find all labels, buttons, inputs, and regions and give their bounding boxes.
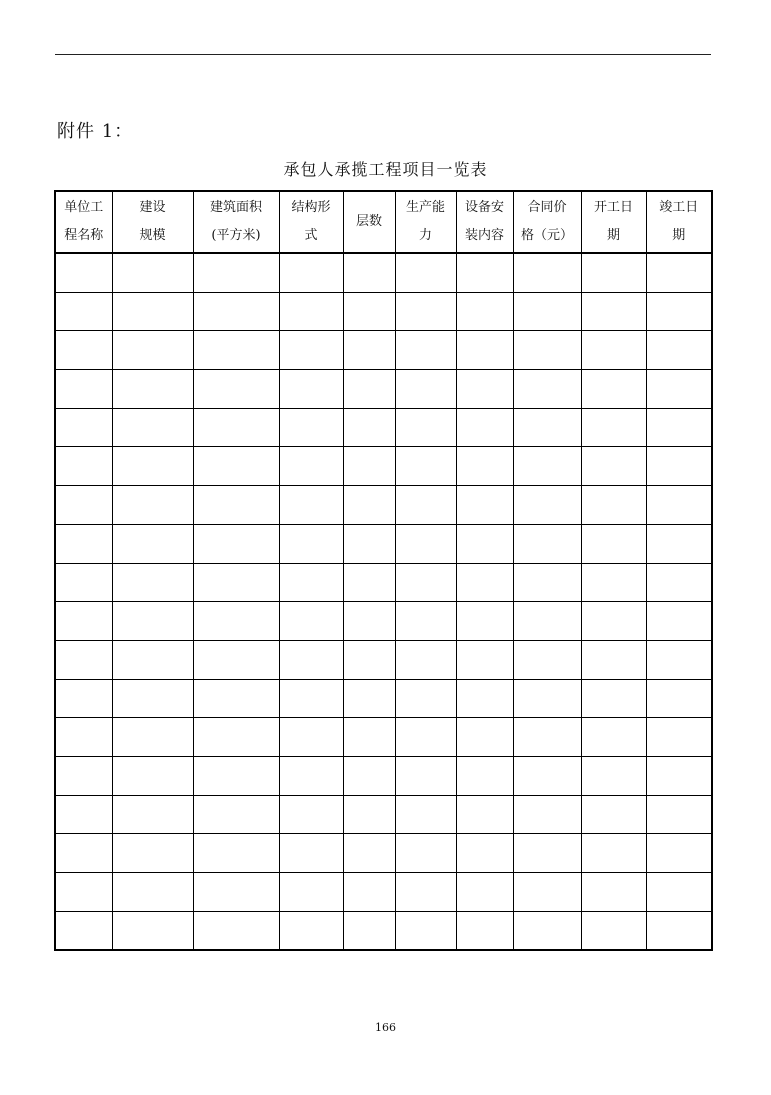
column-header-line: 格（元） [520,228,573,243]
table-row [55,795,712,834]
table-cell-construction-scale [112,873,193,912]
column-header-structure-form [279,191,343,253]
table-row [55,447,712,486]
table-cell-unit-name [55,834,112,873]
table-cell-building-area [193,718,279,757]
column-header-line: 程名称 [64,228,104,243]
column-header-line: 开工日 [593,200,633,215]
table-cell-production-capacity [395,563,456,602]
table-cell-start-date [581,911,646,950]
table-cell-start-date [581,795,646,834]
table-cell-start-date [581,873,646,912]
table-cell-building-area [193,602,279,641]
attachment-label: 附件 1： [57,121,134,142]
table-row [55,408,712,447]
table-cell-contract-price [513,292,581,331]
table-cell-completion-date [646,331,712,370]
table-cell-equipment-installation [456,640,513,679]
table-cell-construction-scale [112,408,193,447]
table-cell-contract-price [513,640,581,679]
table-cell-completion-date [646,602,712,641]
table-cell-structure-form [279,524,343,563]
table-cell-equipment-installation [456,253,513,292]
table-cell-completion-date [646,370,712,409]
project-table [54,190,713,951]
table-cell-floors [343,370,395,409]
table-cell-unit-name [55,408,112,447]
table-cell-completion-date [646,524,712,563]
table-cell-building-area [193,563,279,602]
table-cell-contract-price [513,911,581,950]
table-cell-production-capacity [395,679,456,718]
column-header-line: 规模 [139,228,166,243]
table-cell-contract-price [513,718,581,757]
table-cell-equipment-installation [456,873,513,912]
table-cell-start-date [581,408,646,447]
table-cell-start-date [581,447,646,486]
table-cell-contract-price [513,679,581,718]
table-cell-equipment-installation [456,486,513,525]
table-cell-contract-price [513,873,581,912]
table-cell-floors [343,873,395,912]
table-cell-start-date [581,756,646,795]
table-cell-structure-form [279,486,343,525]
table-cell-completion-date [646,718,712,757]
table-cell-construction-scale [112,370,193,409]
table-cell-building-area [193,331,279,370]
table-cell-start-date [581,331,646,370]
table-cell-start-date [581,253,646,292]
table-cell-completion-date [646,795,712,834]
column-header-line: 期 [606,228,620,243]
table-cell-unit-name [55,331,112,370]
column-header-construction-scale [112,191,193,253]
table-cell-completion-date [646,447,712,486]
table-cell-contract-price [513,602,581,641]
table-cell-equipment-installation [456,718,513,757]
table-cell-start-date [581,524,646,563]
page-number: 166 [375,1021,396,1034]
table-cell-structure-form [279,911,343,950]
table-cell-floors [343,253,395,292]
table-cell-production-capacity [395,253,456,292]
table-cell-contract-price [513,524,581,563]
table-cell-construction-scale [112,911,193,950]
table-row [55,292,712,331]
table-cell-building-area [193,370,279,409]
column-header-line: 生产能 [405,200,445,215]
table-cell-start-date [581,486,646,525]
table-cell-equipment-installation [456,563,513,602]
table-cell-building-area [193,679,279,718]
table-cell-equipment-installation [456,795,513,834]
table-cell-building-area [193,756,279,795]
table-cell-construction-scale [112,447,193,486]
table-cell-structure-form [279,563,343,602]
table-cell-completion-date [646,408,712,447]
table-cell-building-area [193,524,279,563]
table-cell-building-area [193,292,279,331]
table-cell-equipment-installation [456,447,513,486]
table-title: 承包人承揽工程项目一览表 [283,160,488,179]
table-cell-structure-form [279,679,343,718]
table-cell-structure-form [279,408,343,447]
table-cell-floors [343,834,395,873]
table-cell-unit-name [55,370,112,409]
table-cell-structure-form [279,834,343,873]
table-header-row [55,191,712,253]
table-cell-floors [343,911,395,950]
table-cell-floors [343,718,395,757]
table-cell-floors [343,486,395,525]
table-cell-start-date [581,640,646,679]
table-cell-structure-form [279,331,343,370]
table-cell-contract-price [513,563,581,602]
table-cell-equipment-installation [456,834,513,873]
table-cell-floors [343,795,395,834]
table-cell-construction-scale [112,486,193,525]
table-cell-completion-date [646,253,712,292]
table-body [55,253,712,950]
table-cell-structure-form [279,253,343,292]
table-cell-start-date [581,602,646,641]
table-row [55,679,712,718]
column-header-line: 设备安 [464,200,504,215]
table-cell-unit-name [55,292,112,331]
table-cell-completion-date [646,563,712,602]
table-row [55,331,712,370]
table-cell-production-capacity [395,718,456,757]
table-cell-production-capacity [395,331,456,370]
table-cell-building-area [193,486,279,525]
column-header-line: (平方米) [211,228,261,243]
column-header-line: 建设 [139,200,166,215]
table-cell-building-area [193,640,279,679]
table-cell-structure-form [279,447,343,486]
table-cell-completion-date [646,911,712,950]
table-cell-floors [343,331,395,370]
header-rule [55,54,711,55]
column-header-line: 层数 [355,214,382,229]
table-cell-start-date [581,563,646,602]
table-cell-production-capacity [395,602,456,641]
table-cell-building-area [193,834,279,873]
table-cell-unit-name [55,602,112,641]
table-row [55,524,712,563]
table-row [55,253,712,292]
table-cell-floors [343,640,395,679]
table-cell-floors [343,756,395,795]
table-cell-equipment-installation [456,524,513,563]
table-row [55,911,712,950]
table-cell-construction-scale [112,795,193,834]
table-cell-structure-form [279,756,343,795]
table-cell-construction-scale [112,602,193,641]
table-cell-production-capacity [395,911,456,950]
table-cell-start-date [581,718,646,757]
table-cell-unit-name [55,253,112,292]
column-header-line: 式 [304,228,318,243]
column-header-line: 结构形 [291,200,331,215]
column-header-line: 期 [672,228,686,243]
table-cell-building-area [193,873,279,912]
table-cell-floors [343,563,395,602]
column-header-line: 竣工日 [659,200,699,215]
table-row [55,834,712,873]
table-cell-structure-form [279,718,343,757]
table-cell-production-capacity [395,292,456,331]
table-row [55,563,712,602]
table-cell-equipment-installation [456,292,513,331]
table-cell-production-capacity [395,795,456,834]
table-cell-structure-form [279,795,343,834]
table-cell-construction-scale [112,640,193,679]
table-cell-equipment-installation [456,331,513,370]
table-cell-structure-form [279,602,343,641]
table-cell-equipment-installation [456,602,513,641]
table-cell-production-capacity [395,486,456,525]
table-cell-start-date [581,292,646,331]
table-cell-floors [343,292,395,331]
column-header-line: 合同价 [527,200,567,215]
column-header-line: 装内容 [464,228,504,243]
table-cell-building-area [193,447,279,486]
table-cell-contract-price [513,795,581,834]
table-cell-unit-name [55,795,112,834]
table-cell-equipment-installation [456,756,513,795]
table-cell-completion-date [646,640,712,679]
table-cell-construction-scale [112,718,193,757]
table-row [55,756,712,795]
table-cell-contract-price [513,253,581,292]
table-cell-completion-date [646,486,712,525]
table-cell-construction-scale [112,524,193,563]
table-cell-completion-date [646,834,712,873]
table-cell-construction-scale [112,253,193,292]
table-cell-contract-price [513,370,581,409]
table-cell-construction-scale [112,679,193,718]
column-header-line: 力 [418,228,432,243]
table-cell-construction-scale [112,292,193,331]
table-cell-unit-name [55,447,112,486]
table-cell-construction-scale [112,331,193,370]
table-cell-equipment-installation [456,679,513,718]
table-cell-floors [343,447,395,486]
table-cell-contract-price [513,331,581,370]
table-row [55,640,712,679]
table-cell-contract-price [513,447,581,486]
column-header-floors [343,191,395,253]
column-header-unit-name [55,191,112,253]
table-cell-start-date [581,679,646,718]
table-cell-start-date [581,834,646,873]
table-cell-building-area [193,911,279,950]
table-cell-production-capacity [395,640,456,679]
table-cell-floors [343,679,395,718]
table-cell-floors [343,602,395,641]
table-cell-unit-name [55,911,112,950]
table-cell-unit-name [55,486,112,525]
table-cell-production-capacity [395,408,456,447]
table-cell-construction-scale [112,756,193,795]
table-cell-equipment-installation [456,911,513,950]
column-header-completion-date [646,191,712,253]
table-cell-floors [343,408,395,447]
table-cell-unit-name [55,718,112,757]
table-cell-unit-name [55,640,112,679]
table-cell-production-capacity [395,447,456,486]
table-cell-unit-name [55,563,112,602]
table-cell-completion-date [646,292,712,331]
table-cell-floors [343,524,395,563]
table-cell-unit-name [55,524,112,563]
table-cell-production-capacity [395,873,456,912]
table-cell-construction-scale [112,834,193,873]
table-cell-structure-form [279,640,343,679]
table-cell-contract-price [513,756,581,795]
column-header-line: 建筑面积 [209,200,262,215]
column-header-contract-price [513,191,581,253]
table-cell-construction-scale [112,563,193,602]
table-cell-structure-form [279,292,343,331]
table-cell-unit-name [55,679,112,718]
column-header-building-area [193,191,279,253]
table-cell-structure-form [279,370,343,409]
table-cell-start-date [581,370,646,409]
table-cell-structure-form [279,873,343,912]
table-cell-completion-date [646,873,712,912]
table-cell-production-capacity [395,370,456,409]
table-cell-production-capacity [395,834,456,873]
table-row [55,718,712,757]
table-cell-building-area [193,795,279,834]
table-cell-building-area [193,408,279,447]
table-cell-production-capacity [395,524,456,563]
table-row [55,370,712,409]
table-row [55,602,712,641]
table-cell-production-capacity [395,756,456,795]
table-row [55,873,712,912]
table-cell-contract-price [513,408,581,447]
table-cell-equipment-installation [456,408,513,447]
table-cell-building-area [193,253,279,292]
table-cell-completion-date [646,679,712,718]
column-header-production-capacity [395,191,456,253]
column-header-start-date [581,191,646,253]
table-row [55,486,712,525]
table-cell-unit-name [55,873,112,912]
table-cell-contract-price [513,834,581,873]
table-cell-equipment-installation [456,370,513,409]
column-header-equipment-installation [456,191,513,253]
table-cell-completion-date [646,756,712,795]
table-cell-unit-name [55,756,112,795]
table-cell-contract-price [513,486,581,525]
column-header-line: 单位工 [64,200,104,215]
